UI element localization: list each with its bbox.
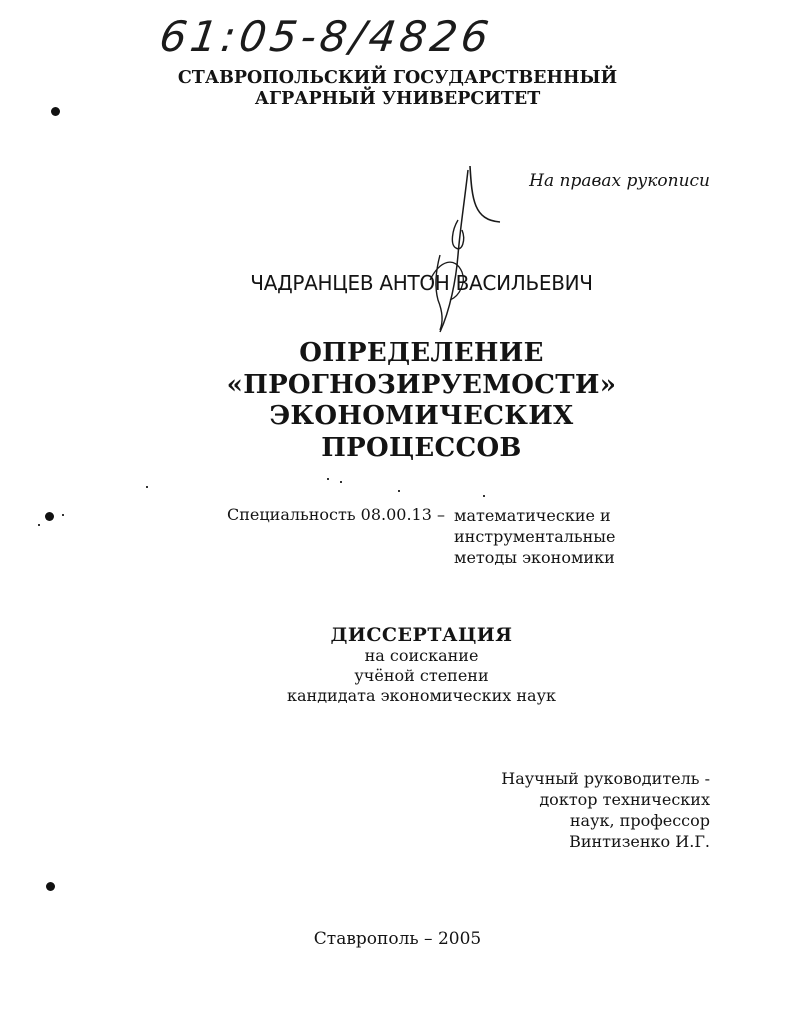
dissertation-type: ДИССЕРТАЦИЯ bbox=[330, 624, 513, 646]
signature bbox=[400, 160, 510, 340]
specialty-line-2: инструментальные bbox=[454, 527, 616, 546]
archive-number: 61:05-8/4826 bbox=[156, 12, 496, 61]
binding-hole bbox=[51, 107, 60, 116]
scan-speck bbox=[340, 481, 342, 483]
supervisor-block bbox=[400, 768, 710, 852]
dissertation-line-3: кандидата экономических наук bbox=[287, 686, 556, 705]
university-line-2: АГРАРНЫЙ УНИВЕРСИТЕТ bbox=[254, 89, 541, 109]
scan-speck bbox=[327, 478, 329, 480]
supervisor-line-3: наук, профессор bbox=[569, 811, 710, 830]
supervisor-line-4: Винтизенко И.Г. bbox=[569, 832, 710, 851]
supervisor-line-1: Научный руководитель - bbox=[501, 769, 710, 788]
scan-speck bbox=[398, 490, 400, 492]
scan-speck bbox=[62, 514, 64, 516]
scan-speck bbox=[146, 486, 148, 488]
supervisor-line-2: доктор технических bbox=[539, 790, 710, 809]
dissertation-block bbox=[0, 624, 795, 706]
specialty-line-1: математические и bbox=[454, 506, 611, 525]
title-line-1: ОПРЕДЕЛЕНИЕ bbox=[299, 338, 544, 368]
scan-speck bbox=[38, 524, 40, 526]
scan-speck bbox=[483, 495, 485, 497]
dissertation-line-2: учёной степени bbox=[354, 666, 489, 685]
author-name: ЧАДРАНЦЕВ АНТОН ВАСИЛЬЕВИЧ bbox=[250, 271, 593, 295]
binding-hole bbox=[46, 882, 55, 891]
dissertation-title bbox=[0, 338, 795, 464]
title-line-3: ЭКОНОМИЧЕСКИХ bbox=[269, 401, 574, 431]
specialty-line-3: методы экономики bbox=[454, 548, 615, 567]
title-line-2: «ПРОГНОЗИРУЕМОСТИ» bbox=[226, 369, 617, 400]
city-year: Ставрополь – 2005 bbox=[313, 929, 482, 949]
specialty-label: Специальность 08.00.13 – bbox=[227, 505, 445, 524]
dissertation-line-1: на соискание bbox=[364, 646, 479, 665]
university-line-1: СТАВРОПОЛЬСКИЙ ГОСУДАРСТВЕННЫЙ bbox=[177, 68, 618, 88]
binding-hole bbox=[45, 512, 54, 521]
title-line-4: ПРОЦЕССОВ bbox=[321, 432, 522, 463]
specialty-value bbox=[454, 505, 616, 568]
rights-note: На правах рукописи bbox=[529, 171, 710, 191]
university-header bbox=[0, 68, 795, 110]
